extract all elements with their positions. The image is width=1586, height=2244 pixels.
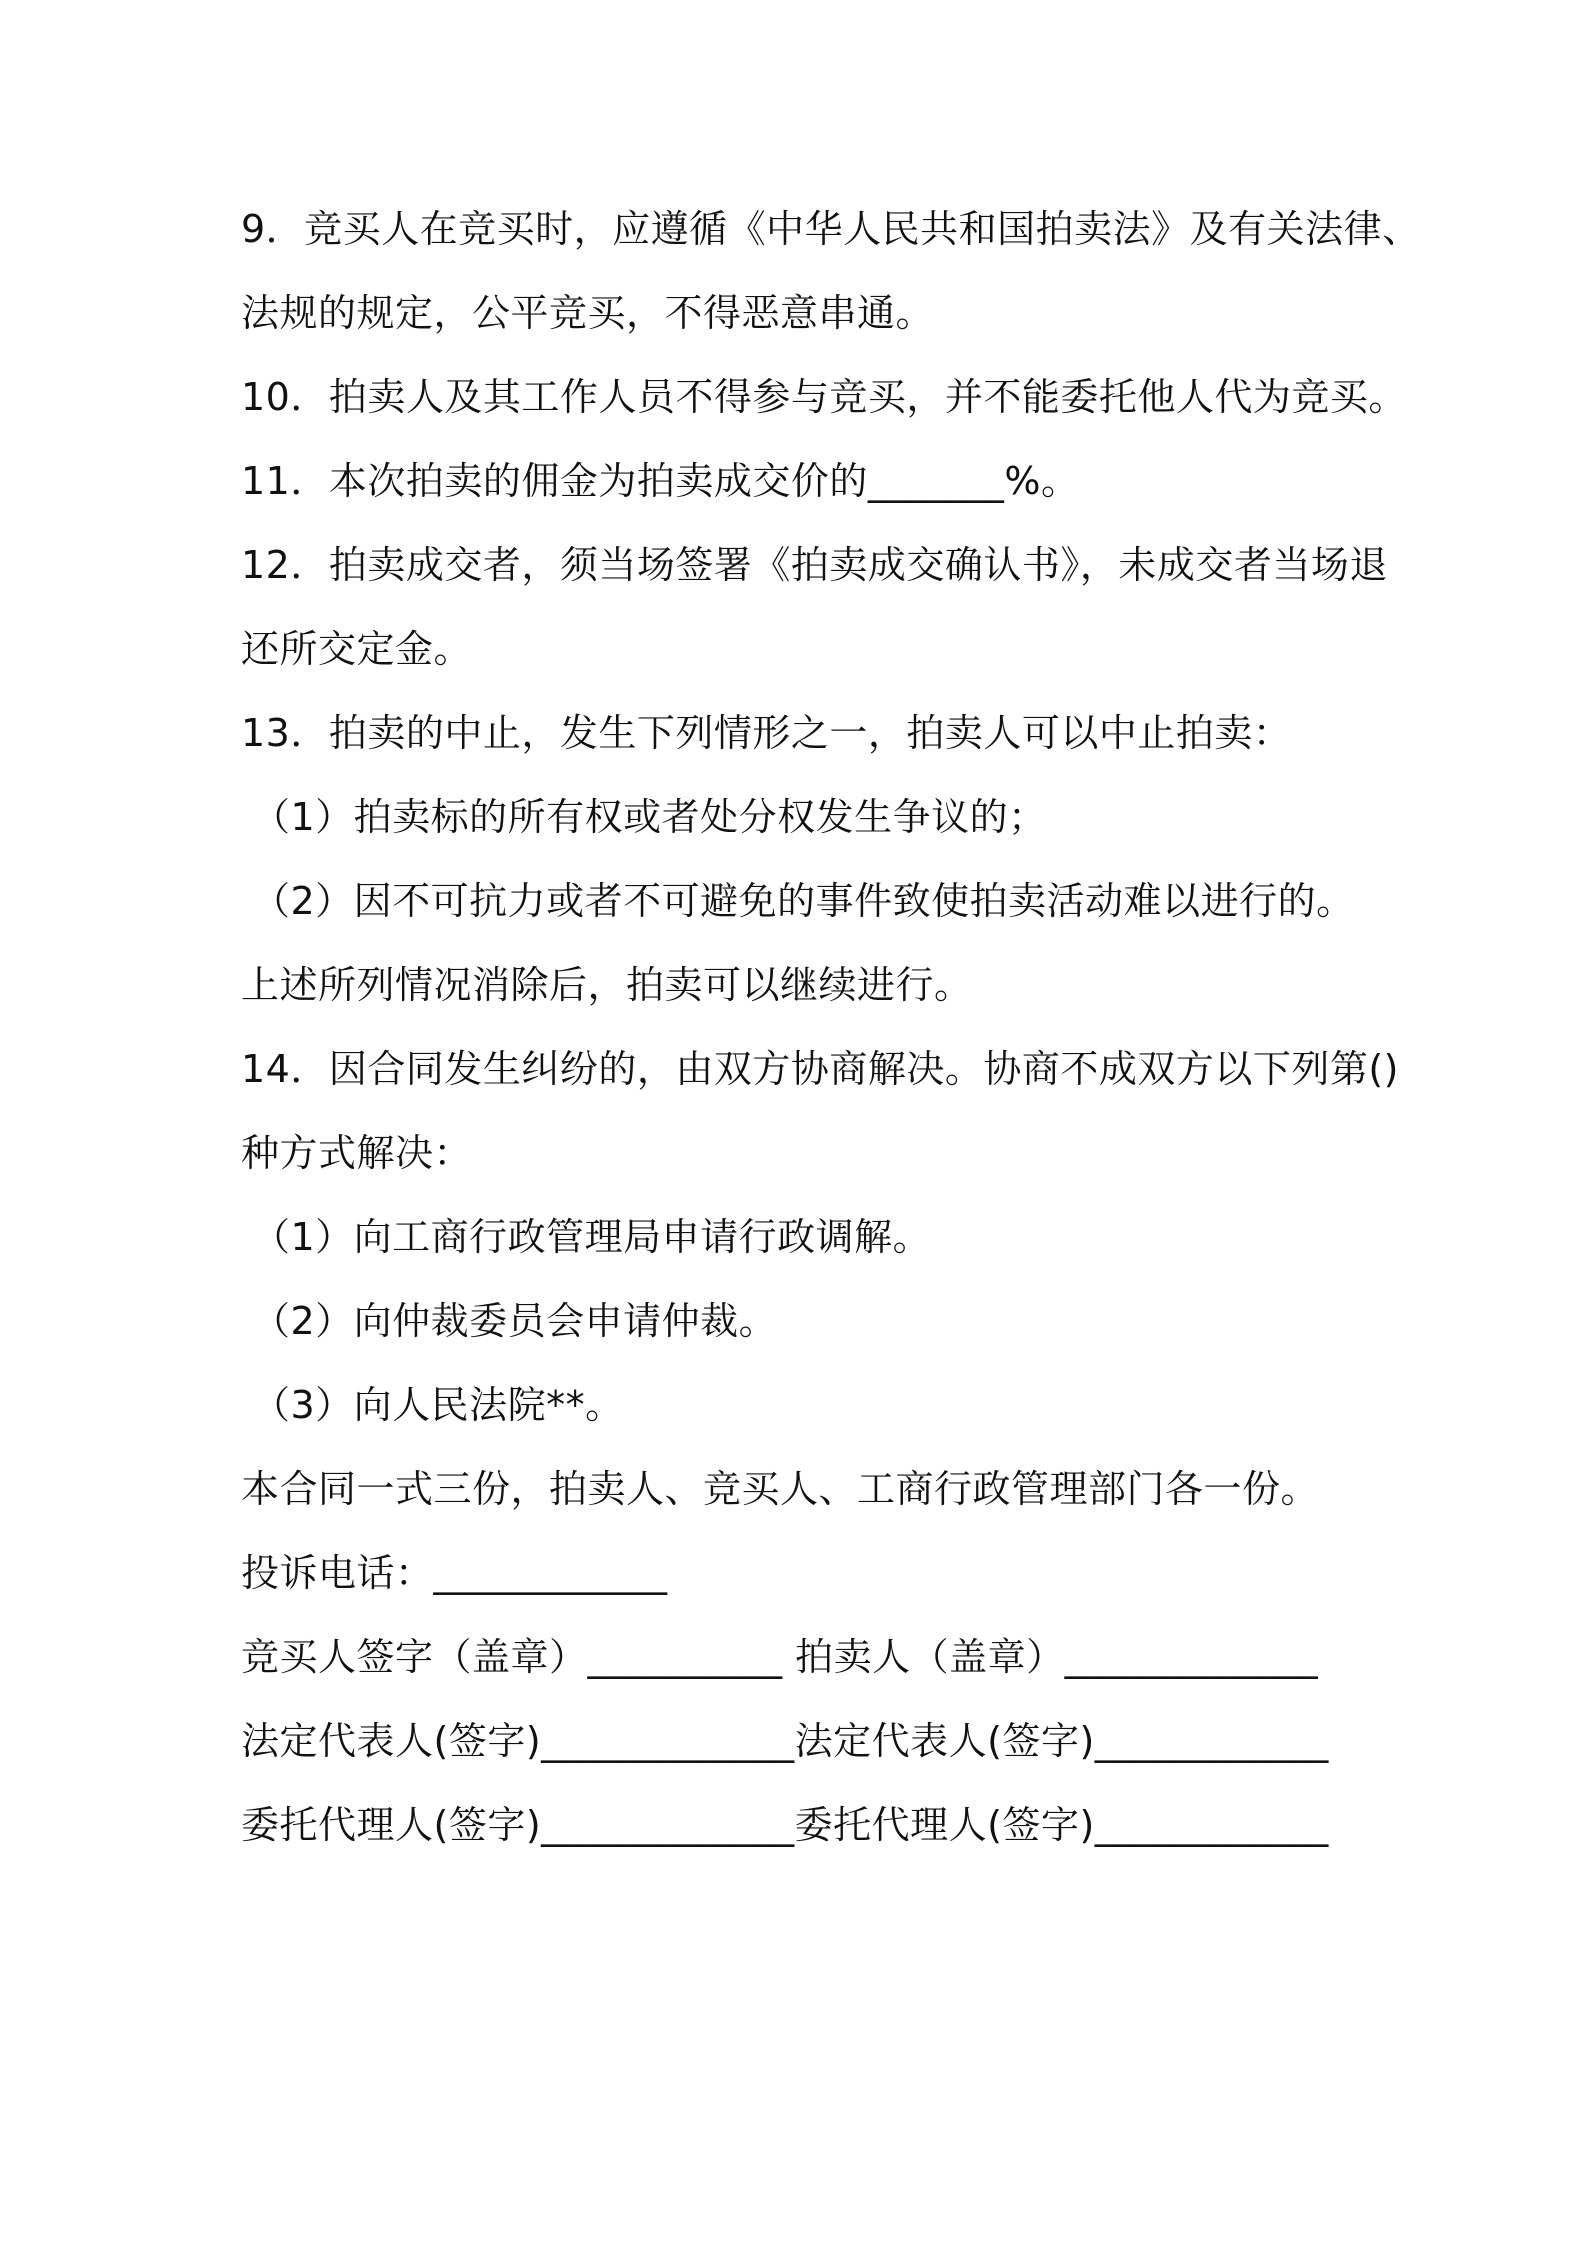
clause-14-line-2: 种方式解决： [241, 1131, 473, 1175]
complaint-phone: 投诉电话：____________ [241, 1551, 668, 1595]
clause-13-note: 上述所列情况消除后，拍卖可以继续进行。 [241, 963, 973, 1007]
clause-13: 13．拍卖的中止，发生下列情形之一，拍卖人可以中止拍卖： [241, 711, 1292, 755]
clause-14-line-1: 14．因合同发生纠纷的，由双方协商解决。协商不成双方以下列第() [241, 1047, 1400, 1091]
clause-10: 10．拍卖人及其工作人员不得参与竞买，并不能委托他人代为竞买。 [241, 375, 1407, 419]
signature-authorized-agents: 委托代理人(签字)_____________委托代理人(签字)____________ [241, 1803, 1329, 1847]
clause-11: 11．本次拍卖的佣金为拍卖成交价的_______%。 [241, 459, 1080, 503]
clause-13-item-2: （2）因不可抗力或者不可避免的事件致使拍卖活动难以进行的。 [252, 879, 1355, 923]
clause-9-line-2: 法规的规定，公平竞买，不得恶意串通。 [241, 291, 935, 335]
clause-13-item-1: （1）拍卖标的所有权或者处分权发生争议的； [252, 795, 1047, 839]
clause-9-line-1: 9．竞买人在竞买时，应遵循《中华人民共和国拍卖法》及有关法律、 [241, 207, 1421, 251]
clause-14-item-1: （1）向工商行政管理局申请行政调解。 [252, 1215, 932, 1259]
clause-12-line-2: 还所交定金。 [241, 627, 473, 671]
signature-parties: 竞买人签字（盖章）__________ 拍卖人（盖章）_____________ [241, 1635, 1319, 1679]
clause-14-item-2: （2）向仲裁委员会申请仲裁。 [252, 1299, 778, 1343]
clause-14-item-3: （3）向人民法院**。 [252, 1383, 624, 1427]
signature-legal-representatives: 法定代表人(签字)_____________法定代表人(签字)____________ [241, 1719, 1329, 1763]
copies-statement: 本合同一式三份，拍卖人、竞买人、工商行政管理部门各一份。 [241, 1467, 1320, 1511]
clause-12-line-1: 12．拍卖成交者，须当场签署《拍卖成交确认书》，未成交者当场退 [241, 543, 1388, 587]
